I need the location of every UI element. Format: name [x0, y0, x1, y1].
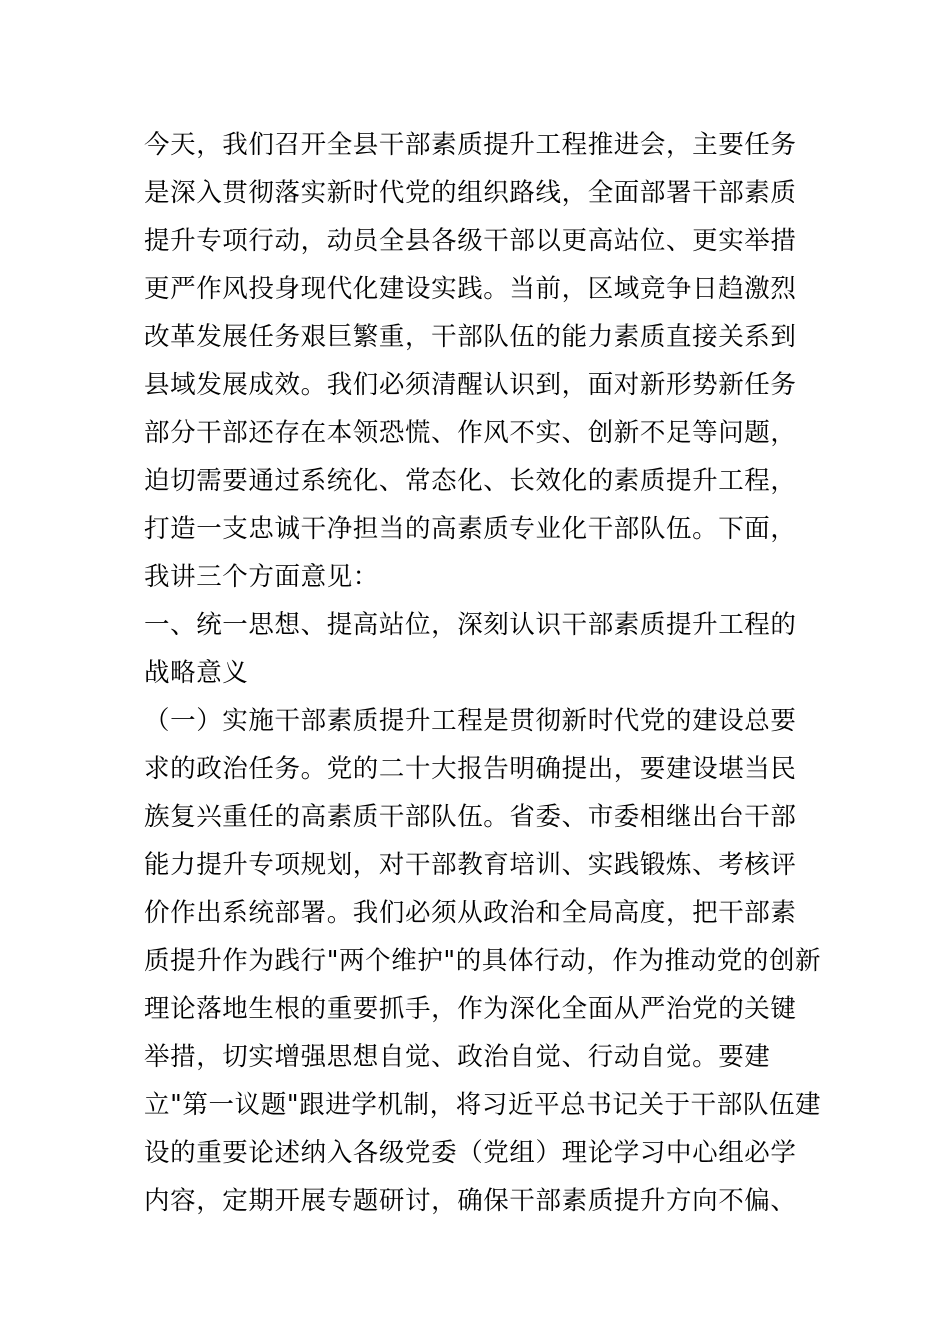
text-line: 族复兴重任的高素质干部队伍。省委、市委相继出台干部: [144, 802, 797, 832]
section-heading-line: 一、统一思想、提高站位，深刻认识干部素质提升工程的: [144, 610, 797, 640]
text-line: 理论落地生根的重要抓手，作为深化全面从严治党的关键: [144, 994, 797, 1024]
text-line: 提升专项行动，动员全县各级干部以更高站位、更实举措: [144, 226, 797, 256]
text-line: 立"第一议题"跟进学机制，将习近平总书记关于干部队伍建: [144, 1090, 822, 1120]
text-line: 部分干部还存在本领恐慌、作风不实、创新不足等问题，: [144, 418, 797, 448]
text-line: 求的政治任务。党的二十大报告明确提出，要建设堪当民: [144, 754, 797, 784]
text-line: 质提升作为践行"两个维护"的具体行动，作为推动党的创新: [144, 946, 822, 976]
text-line: 今天，我们召开全县干部素质提升工程推进会，主要任务: [144, 130, 797, 160]
text-line: 价作出系统部署。我们必须从政治和全局高度，把干部素: [144, 898, 797, 928]
document-body: [144, 121, 822, 1225]
text-line: 改革发展任务艰巨繁重，干部队伍的能力素质直接关系到: [144, 322, 797, 352]
text-line: 设的重要论述纳入各级党委（党组）理论学习中心组必学: [144, 1138, 797, 1168]
text-line: 更严作风投身现代化建设实践。当前，区域竞争日趋激烈: [144, 274, 797, 304]
text-line: 是深入贯彻落实新时代党的组织路线，全面部署干部素质: [144, 178, 797, 208]
text-line: 内容，定期开展专题研讨，确保干部素质提升方向不偏、: [144, 1186, 797, 1216]
section-heading-line: 战略意义: [144, 658, 249, 688]
text-line: 迫切需要通过系统化、常态化、长效化的素质提升工程，: [144, 466, 797, 496]
text-line: 举措，切实增强思想自觉、政治自觉、行动自觉。要建: [144, 1042, 771, 1072]
text-line: 打造一支忠诚干净担当的高素质专业化干部队伍。下面，: [144, 514, 797, 544]
text-line: 县域发展成效。我们必须清醒认识到，面对新形势新任务: [144, 370, 797, 400]
subsection-line: （一）实施干部素质提升工程是贯彻新时代党的建设总要: [144, 706, 797, 736]
text-line: 我讲三个方面意见：: [144, 562, 379, 592]
text-line: 能力提升专项规划，对干部教育培训、实践锻炼、考核评: [144, 850, 797, 880]
